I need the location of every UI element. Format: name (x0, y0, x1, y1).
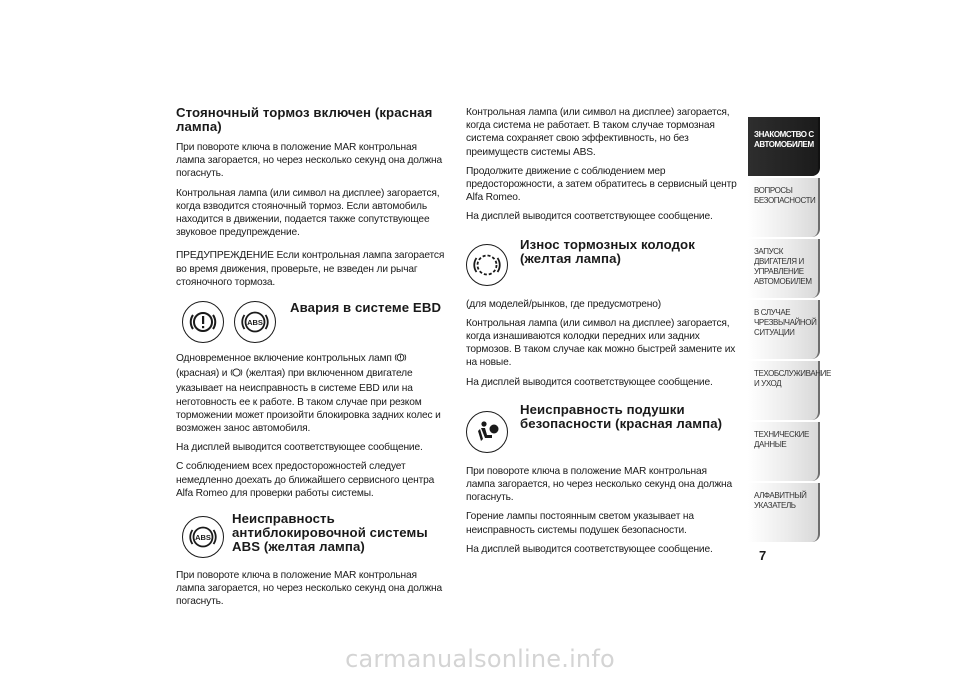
abs-icon-text: ABS (247, 317, 263, 327)
abs-fault-header (176, 512, 448, 561)
tab-label: ТЕХНИЧЕСКИЕ ДАННЫЕ (754, 430, 809, 449)
paragraph: На дисплей выводится соответствующее сообщение. (466, 211, 713, 223)
paragraph: Контрольная лампа (или символ на дисплее) загорается, когда взводится стояночный тормоз. Если автомобиль находится в движении, подается также сопутствующее звуковое предупреждение. (176, 187, 440, 239)
paragraph: С соблюдением всех предосторожностей следует немедленно доехать до ближайшего сервисного центра Alfa Romeo для проверки работы системы. (176, 461, 435, 499)
tab-label: АЛФАВИТНЫЙ УКАЗАТЕЛЬ (754, 491, 807, 510)
brake-warning-icon-small (394, 352, 407, 367)
page-number: 7 (759, 548, 767, 563)
abs-icon (182, 516, 224, 558)
paragraph: При повороте ключа в положение MAR контрольная лампа загорается, но через несколько секунд она должна погаснуть. (176, 570, 442, 608)
tab-maintenance[interactable] (748, 361, 831, 420)
tab-safety[interactable] (748, 178, 820, 237)
tab-technical-data[interactable] (748, 422, 820, 481)
paragraph-text: Одновременное включение контрольных ламп (176, 353, 392, 365)
paragraph: Контрольная лампа (или символ на дисплее) загорается, когда изнашиваются колодки передних или задних тормозов. В таком случае как можно быстрей замените их на новые. (466, 317, 736, 369)
abs-icon (234, 301, 276, 343)
paragraph: Горение лампы постоянным светом указывает на неисправность системы подушек безопасности. (466, 511, 694, 536)
brake-pad-wear-icon (466, 244, 508, 286)
tab-label: ТЕХОБСЛУЖИВАНИЕ И УХОД (754, 369, 831, 388)
tab-label: ЗАПУСК ДВИГАТЕЛЯ И УПРАВЛЕНИЕ АВТОМОБИЛЕМ (754, 247, 812, 286)
paragraph: На дисплей выводится соответствующее сообщение. (466, 376, 713, 388)
tab-label: ЗНАКОМСТВО С АВТОМОБИЛЕМ (754, 130, 814, 149)
airbag-icon (466, 411, 508, 453)
paragraph-text: (желтая) при включенном двигателе указывает на неисправность в системе EBD или на неготовность ее к работе. В таком случае при резком торможении может произойти блокировка задних колес и возможен занос автомобиля. (176, 368, 441, 435)
section-title-abs: Неисправность антиблокировочной системы ABS (желтая лампа) (232, 511, 428, 555)
chapter-tabs (748, 117, 831, 544)
section-title-ebd: Авария в системе EBD (290, 300, 442, 316)
tab-emergency[interactable] (748, 300, 820, 359)
brake-pads-header (466, 238, 738, 286)
paragraph-ebd (176, 352, 448, 435)
ebd-header (176, 301, 448, 343)
tab-label: В СЛУЧАЕ ЧРЕЗВЫЧАЙНОЙ СИТУАЦИИ (754, 308, 817, 337)
left-column (176, 106, 448, 615)
paragraph: При повороте ключа в положение MAR контрольная лампа загорается, но через несколько секунд она должна погаснуть. (176, 142, 442, 180)
section-title-brake-pads: Износ тормозных колодок (желтая лампа) (520, 236, 695, 266)
warning-paragraph: ПРЕДУПРЕЖДЕНИЕ Если контрольная лампа загорается во время движения, проверьте, не взведен ли рычаг стояночного тормоза. (176, 250, 445, 288)
tab-intro[interactable] (748, 117, 820, 176)
paragraph: Контрольная лампа (или символ на дисплее) загорается, когда система не работает. В таком случае тормозная система сохраняет свою эффективность, но без преимуществ системы ABS. (466, 107, 730, 158)
tab-label: ВОПРОСЫ БЕЗОПАСНОСТИ (754, 186, 816, 205)
watermark: carmanualsonline.info (345, 645, 615, 673)
abs-icon-text: ABS (195, 532, 211, 542)
airbag-header (466, 403, 738, 453)
paragraph: На дисплей выводится соответствующее сообщение. (466, 543, 713, 555)
abs-icon-small (230, 367, 243, 382)
tab-index[interactable] (748, 483, 820, 542)
brake-warning-icon (182, 301, 224, 343)
paragraph: (для моделей/рынков, где предусмотрено) (466, 298, 662, 310)
section-title-airbag: Неисправность подушки безопасности (красная лампа) (520, 401, 723, 431)
paragraph-text: (красная) и (176, 368, 228, 380)
paragraph: При повороте ключа в положение MAR контрольная лампа загорается, но через несколько секунд она должна погаснуть. (466, 465, 732, 504)
right-column (466, 106, 738, 562)
section-title-parking-brake: Стояночный тормоз включен (красная лампа) (176, 105, 433, 134)
paragraph: Продолжите движение с соблюдением мер предосторожности, а затем обратитесь в сервисный центр Alfa Romeo. (466, 165, 737, 204)
paragraph: На дисплей выводится соответствующее сообщение. (176, 442, 423, 454)
tab-starting-driving[interactable] (748, 239, 820, 298)
